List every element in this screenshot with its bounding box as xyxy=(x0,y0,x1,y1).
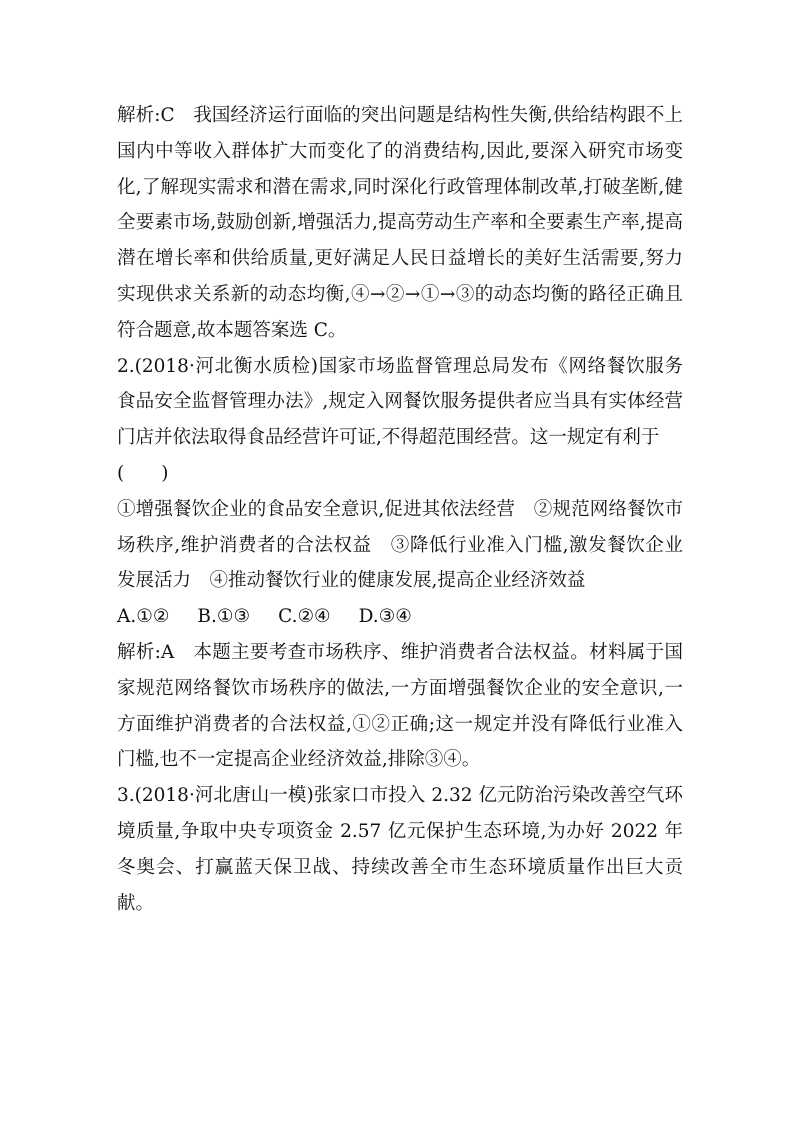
question-2-answer-blank: ( ) xyxy=(117,462,169,484)
question-2-statements: ①增强餐饮企业的食品安全意识,促进其依法经营 ②规范网络餐饮市场秩序,维护消费者的合法权益 ③降低行业准入门槛,激发餐饮企业发展活力 ④推动餐饮行业的健康发展,提高企业经济效益 xyxy=(117,498,683,592)
question-2-analysis: 解析:A 本题主要考查市场秩序、维护消费者合法权益。材料属于国家规范网络餐饮市场秩序的做法,一方面增强餐饮企业的安全意识,一方面维护消费者的合法权益,①②正确;这一规定并没有降低行业准入门槛,也不一定提高企业经济效益,排除③④。 xyxy=(117,641,683,771)
option-c: C.②④ xyxy=(278,606,331,628)
option-d: D.③④ xyxy=(358,606,412,628)
document-page xyxy=(117,98,683,921)
question-3-stem: 3.(2018·河北唐山一模)张家口市投入 2.32 亿元防治污染改善空气环境质量,争取中央专项资金 2.57 亿元保护生态环境,为办好 2022 年冬奥会、打赢蓝天保卫战、持续改善全市生态环境质量作出巨大贡献。 xyxy=(117,785,683,914)
analysis-1-paragraph: 解析:C 我国经济运行面临的突出问题是结构性失衡,供给结构跟不上国内中等收入群体扩大而变化了的消费结构,因此,要深入研究市场变化,了解现实需求和潜在需求,同时深化行政管理体制改革,打破垄断,健全要素市场,鼓励创新,增强活力,提高劳动生产率和全要素生产率,提高潜在增长率和供给质量,更好满足人民日益增长的美好生活需要,努力实现供求关系新的动态均衡,④→②→①→③的动态均衡的路径正确且符合题意,故本题答案选 C。 xyxy=(117,105,683,341)
option-b: B.①③ xyxy=(197,606,251,628)
question-2-stem: 2.(2018·河北衡水质检)国家市场监督管理总局发布《网络餐饮服务食品安全监督管理办法》,规定入网餐饮服务提供者应当具有实体经营门店并依法取得食品经营许可证,不得超范围经营。这一规定有利于 xyxy=(117,355,683,449)
option-a: A.①② xyxy=(117,606,170,628)
question-2-options xyxy=(117,599,683,635)
